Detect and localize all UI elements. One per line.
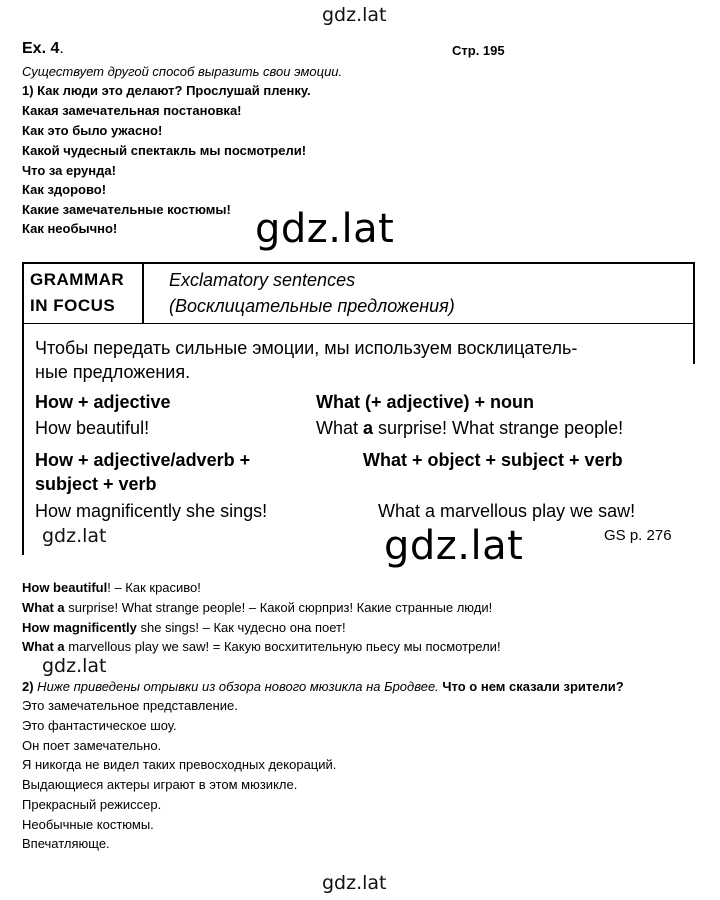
grammar-title-en: Exclamatory sentences bbox=[169, 270, 356, 290]
part1-line: Что за ерунда! bbox=[22, 163, 116, 178]
grammar-label-2: IN FOCUS bbox=[30, 296, 116, 315]
watermark-center: gdz.lat bbox=[255, 206, 395, 252]
grammar-label-1: GRAMMAR bbox=[30, 270, 125, 289]
watermark-top: gdz.lat bbox=[322, 4, 387, 26]
example-1-right: What a surprise! What strange people! bbox=[316, 418, 624, 438]
example-2-right: What a marvellous play we saw! bbox=[378, 501, 636, 521]
part1-line: Какой чудесный спектакль мы посмотрели! bbox=[22, 143, 307, 158]
rule-2-right: What + object + subject + verb bbox=[363, 450, 623, 470]
rule-1-right: What (+ adjective) + noun bbox=[316, 392, 535, 412]
part2-line: Прекрасный режиссер. bbox=[22, 797, 162, 812]
grammar-header-divider bbox=[142, 262, 144, 324]
exercise-dot: . bbox=[59, 40, 64, 57]
grammar-right-border bbox=[693, 324, 695, 364]
part2-line: Он поет замечательно. bbox=[22, 738, 162, 753]
grammar-desc-1: Чтобы передать сильные эмоции, мы используем восклицатель- bbox=[35, 338, 578, 358]
grammar-left-border bbox=[22, 324, 24, 555]
part1-line: Какие замечательные костюмы! bbox=[22, 202, 231, 217]
part2-line: Необычные костюмы. bbox=[22, 817, 154, 832]
part2-line: Я никогда не видел таких превосходных декораций. bbox=[22, 757, 337, 772]
intro-text: Существует другой способ выразить свои эмоции. bbox=[22, 64, 343, 79]
grammar-title-ru: (Восклицательные предложения) bbox=[169, 296, 455, 316]
grammar-ref: GS p. 276 bbox=[604, 527, 672, 544]
watermark-middle: gdz.lat bbox=[42, 655, 107, 677]
translation-line: What a marvellous play we saw! = Какую восхитительную пьесу мы посмотрели! bbox=[22, 639, 501, 654]
rule-2-left-2: subject + verb bbox=[35, 474, 157, 494]
part1-line: Как необычно! bbox=[22, 221, 118, 236]
example-2-left: How magnificently she sings! bbox=[35, 501, 268, 521]
grammar-desc-2: ные предложения. bbox=[35, 362, 191, 382]
part2-line: Это фантастическое шоу. bbox=[22, 718, 177, 733]
grammar-box bbox=[22, 262, 695, 555]
rule-1-left: How + adjective bbox=[35, 392, 171, 412]
example-1-left: How beautiful! bbox=[35, 418, 150, 438]
exercise-label: Ex. 4 bbox=[22, 40, 60, 57]
part2-question: 2) Ниже приведены отрывки из обзора нового мюзикла на Бродвее. Что о нем сказали зрители? bbox=[22, 679, 624, 694]
part1-line: Какая замечательная постановка! bbox=[22, 103, 242, 118]
translation-line: How magnificently she sings! – Как чудесно она поет! bbox=[22, 620, 346, 635]
rule-2-left-1: How + adjective/adverb + bbox=[35, 450, 251, 470]
watermark-bottom: gdz.lat bbox=[322, 872, 387, 894]
part2-line: Впечатляюще. bbox=[22, 836, 110, 851]
part1-line: Как это было ужасно! bbox=[22, 123, 163, 138]
part2-line: Это замечательное представление. bbox=[22, 698, 238, 713]
watermark-box-left: gdz.lat bbox=[42, 525, 107, 547]
part1-line: Как здорово! bbox=[22, 182, 107, 197]
translation-line: How beautiful! – Как красиво! bbox=[22, 580, 201, 595]
watermark-box-right: gdz.lat bbox=[380, 523, 527, 569]
part1-line: 1) Как люди это делают? Прослушай пленку. bbox=[22, 83, 311, 98]
translation-line: What a surprise! What strange people! – Какой сюрприз! Какие странные люди! bbox=[22, 600, 493, 615]
exercise-number bbox=[22, 40, 64, 58]
part2-line: Выдающиеся актеры играют в этом мюзикле. bbox=[22, 777, 298, 792]
page-number: Стр. 195 bbox=[452, 43, 505, 58]
